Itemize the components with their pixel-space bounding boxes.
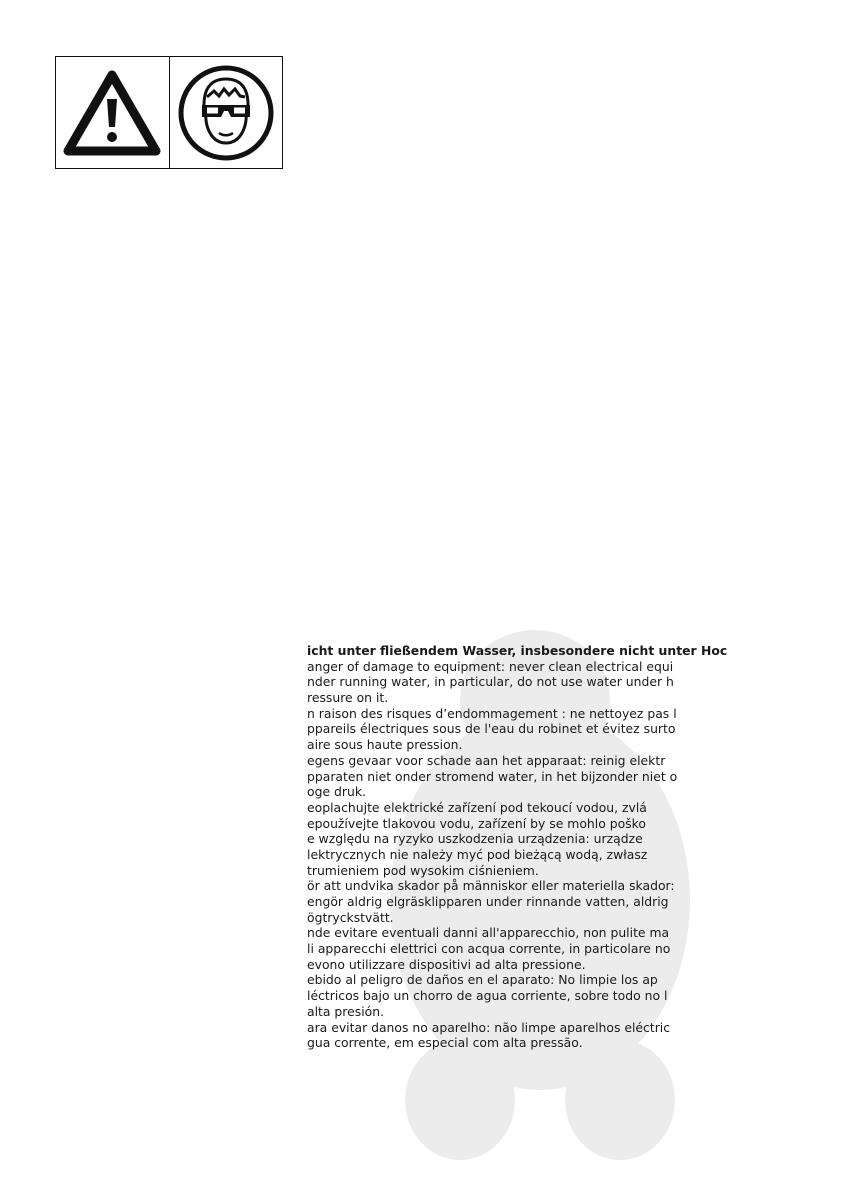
text-line: oge druk. <box>307 784 366 800</box>
text-line: ögtryckstvätt. <box>307 909 394 925</box>
text-line: eoplachujte elektrické zařízení pod tekoucí vodou, zvlá <box>307 799 647 815</box>
text-line: anger of damage to equipment: never clean electrical equi <box>307 658 674 674</box>
text-line: ressure on it. <box>307 690 389 706</box>
text-line: evono utilizzare dispositivi ad alta pressione. <box>307 956 586 972</box>
text-line: ebido al peligro de daños en el aparato: No limpie los ap <box>307 972 658 988</box>
text-line: icht unter fließendem Wasser, insbesondere nicht unter Hoc <box>307 643 728 658</box>
text-line: aire sous haute pression. <box>307 737 463 753</box>
text-line: ör att undvika skador på människor eller materiella skador: <box>307 878 675 894</box>
warning-triangle-icon <box>60 67 164 159</box>
text-line: pparaten niet onder stromend water, in het bijzonder niet o <box>307 768 678 784</box>
text-line: engör aldrig elgräsklipparen under rinnande vatten, aldrig <box>307 894 669 909</box>
text-line: egens gevaar voor schade aan het apparaat: reinig elektr <box>307 752 666 768</box>
multilingual-warning-text <box>307 643 747 1051</box>
text-line: ppareils électriques sous de l'eau du robinet et évitez surto <box>307 721 676 737</box>
warning-cell <box>56 57 170 168</box>
safety-goggles-icon <box>174 61 278 165</box>
safety-icons-box <box>55 56 283 169</box>
text-line: trumieniem pod wysokim ciśnieniem. <box>307 862 539 878</box>
text-line: nde evitare eventuali danni all'apparecchio, non pulite ma <box>307 925 670 941</box>
text-line: e względu na ryzyko uszkodzenia urządzenia: urządze <box>307 831 643 847</box>
text-line: li apparecchi elettrici con acqua corrente, in particolare no <box>307 941 671 957</box>
goggles-cell <box>170 57 283 168</box>
text-line: ara evitar danos no aparelho: não limpe aparelhos eléctric <box>307 1019 671 1035</box>
text-line: nder running water, in particular, do not use water under h <box>307 674 674 690</box>
text-line: lektrycznych nie należy myć pod bieżącą wodą, zwłasz <box>307 846 648 862</box>
text-line: léctricos bajo un chorro de agua corriente, sobre todo no l <box>307 988 668 1004</box>
text-line: alta presión. <box>307 1003 385 1019</box>
text-line: gua corrente, em especial com alta pressão. <box>307 1035 583 1051</box>
text-line: n raison des risques d’endommagement : ne nettoyez pas l <box>307 705 677 721</box>
text-line: epoužívejte tlakovou vodu, zařízení by se mohlo poško <box>307 815 646 831</box>
